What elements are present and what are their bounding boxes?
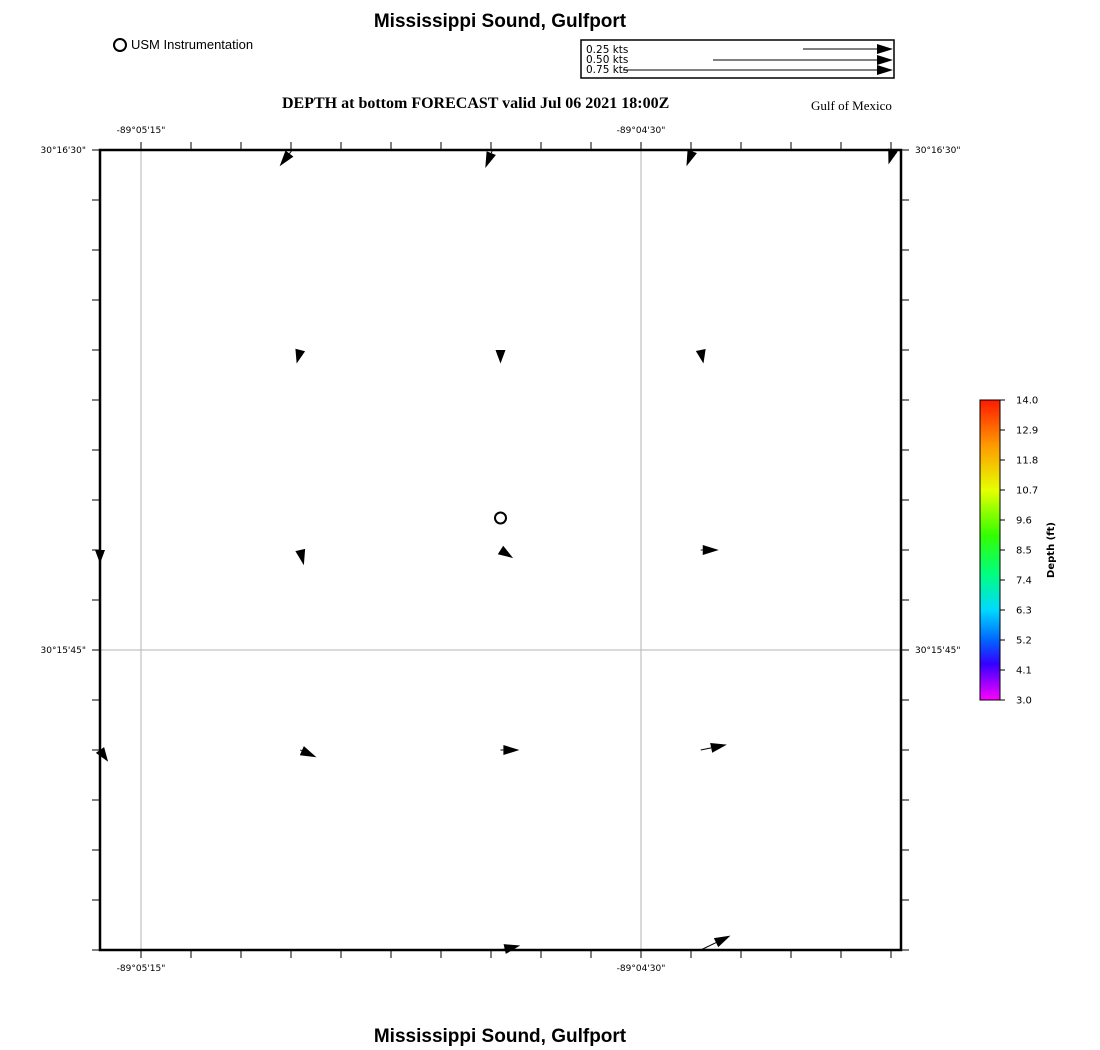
colorbar-tick-label-8: 5.2 xyxy=(1016,635,1032,647)
current-vector-10 xyxy=(498,546,513,558)
current-vector-3 xyxy=(686,149,696,166)
current-vectors xyxy=(95,149,898,954)
colorbar-tick-label-7: 6.3 xyxy=(1016,605,1032,617)
map-title: Mississippi Sound, Gulfport xyxy=(373,11,627,32)
speed-legend-025: 0.25 kts xyxy=(586,44,629,56)
colorbar-tick-label-4: 9.6 xyxy=(1016,515,1032,527)
current-vector-17 xyxy=(701,936,731,950)
colorbar-label: Depth (ft) xyxy=(1046,522,1057,578)
lon-label-top-2: -89°04'30" xyxy=(616,126,666,136)
instrument-site-marker[interactable] xyxy=(495,513,506,524)
current-vector-1 xyxy=(280,150,294,166)
instrument-legend-label: USM Instrumentation xyxy=(131,37,254,52)
lat-label-right-2: 30°15'45" xyxy=(915,646,961,656)
current-vector-7 xyxy=(696,349,706,363)
colorbar-ramp xyxy=(980,400,1000,700)
colorbar-tick-label-6: 7.4 xyxy=(1016,575,1032,587)
current-vector-6 xyxy=(496,350,506,364)
current-vector-11 xyxy=(701,545,719,555)
colorbar-tick-label-9: 4.1 xyxy=(1016,665,1032,677)
speed-legend-050: 0.50 kts xyxy=(586,54,629,66)
lat-label-left-2: 30°15'45" xyxy=(40,646,86,656)
colorbar-tick-label-5: 8.5 xyxy=(1016,545,1032,557)
colorbar-tick-label-2: 11.8 xyxy=(1016,455,1039,467)
lat-label-right-1: 30°16'30" xyxy=(915,146,961,156)
current-vector-12 xyxy=(96,747,108,762)
depth-colorbar xyxy=(980,396,1057,707)
lat-label-left-1: 30°16'30" xyxy=(40,146,86,156)
current-vector-8 xyxy=(95,550,105,564)
lon-label-bottom-1: -89°05'15" xyxy=(116,964,166,974)
lon-label-bottom-2: -89°04'30" xyxy=(616,964,666,974)
colorbar-tick-label-10: 3.0 xyxy=(1016,695,1032,707)
forecast-subtitle: DEPTH at bottom FORECAST valid Jul 06 2021 18:00Z xyxy=(282,95,670,112)
colorbar-tick-label-3: 10.7 xyxy=(1016,485,1039,497)
colorbar-tick-label-0: 14.0 xyxy=(1016,395,1039,407)
current-vector-14 xyxy=(501,745,520,755)
speed-legend xyxy=(581,40,894,78)
current-vector-15 xyxy=(701,743,727,753)
map-footer-title: Mississippi Sound, Gulfport xyxy=(373,1026,627,1047)
region-label: Gulf of Mexico xyxy=(811,98,892,113)
current-vector-9 xyxy=(295,549,305,565)
colorbar-tick-label-1: 12.9 xyxy=(1016,425,1039,437)
current-vector-5 xyxy=(295,349,305,364)
current-vector-2 xyxy=(485,150,496,168)
current-vector-13 xyxy=(300,746,317,757)
speed-legend-075: 0.75 kts xyxy=(586,64,629,76)
lon-label-top-1: -89°05'15" xyxy=(116,126,166,136)
